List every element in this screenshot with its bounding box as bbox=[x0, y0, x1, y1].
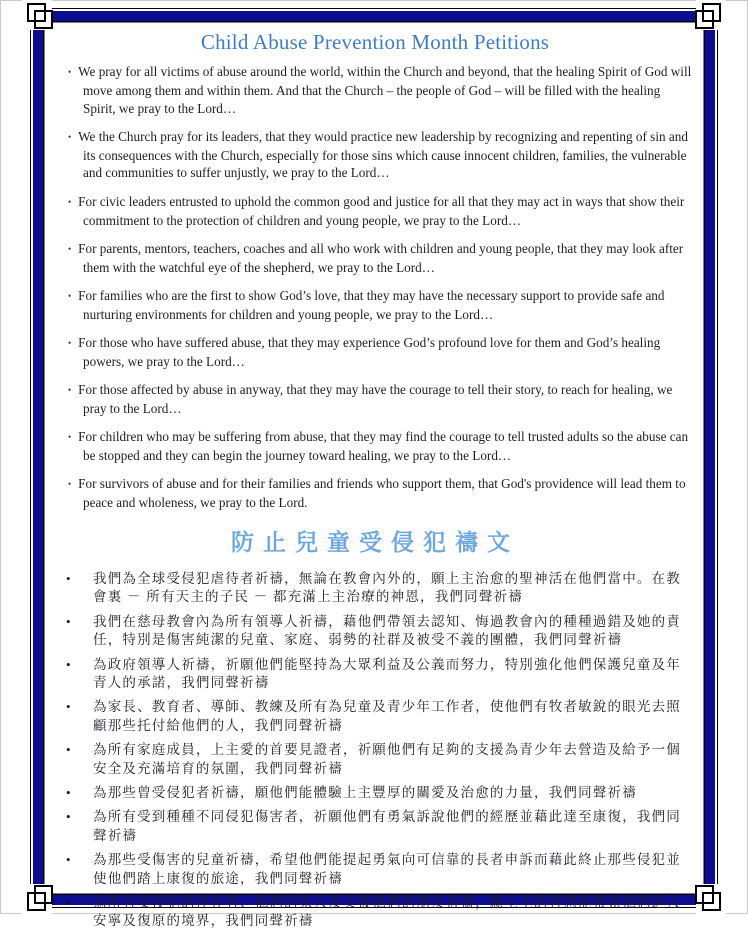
petition-item-en bbox=[56, 428, 694, 465]
bullet-icon: • bbox=[68, 243, 72, 254]
english-petitions-list bbox=[56, 63, 694, 512]
petition-text: 為那些受傷害的兒童祈禱，希望他們能提起勇氣向可信靠的長者申訴而藉此終止那些侵犯並使他們踏上康復的旅途，我們同聲祈禱 bbox=[93, 852, 681, 886]
petition-item-en bbox=[56, 193, 694, 230]
petition-item-zh bbox=[56, 698, 694, 735]
petition-item-zh bbox=[56, 570, 694, 607]
english-section-title: Child Abuse Prevention Month Petitions bbox=[200, 30, 550, 54]
petition-text: For families who are the first to show God’s love, that they may have the necessary support to provide safe and nurturing environments for children and young people, we pray to the Lord… bbox=[78, 287, 665, 322]
petition-item-en bbox=[56, 240, 694, 277]
petition-item-en bbox=[56, 475, 694, 512]
petition-item-en bbox=[56, 381, 694, 418]
chinese-petitions-list bbox=[56, 570, 694, 931]
document-content bbox=[56, 30, 694, 929]
bullet-icon: • bbox=[66, 809, 71, 825]
petition-text: For civic leaders entrusted to uphold the common good and justice for all that they may act in ways that show their commitment to the protection of children and young people, we pray to the Lord… bbox=[78, 193, 685, 228]
bullet-icon: • bbox=[66, 613, 71, 629]
petition-text: We the Church pray for its leaders, that they would practice new leadership by recognizing and repenting of sin and its consequences with the Church, especially for those sins which cause innocent children, families, the vulnerable and communities to suffer unjustly, we pray to the Lord… bbox=[78, 128, 688, 181]
petition-item-en bbox=[56, 334, 694, 371]
bullet-icon: • bbox=[66, 742, 71, 758]
petition-text: We pray for all victims of abuse around the world, within the Church and beyond, that the healing Spirit of God will move among them and within them. And that the Church – the people of God – will be filled with the healing Spirit, we pray to the Lord… bbox=[78, 64, 692, 116]
chinese-section-title: 防止兒童受侵犯禱文 bbox=[231, 529, 519, 555]
bullet-icon: • bbox=[68, 432, 72, 443]
bullet-icon: • bbox=[66, 570, 71, 586]
bullet-icon: • bbox=[68, 196, 72, 207]
petition-text: 我們在慈母教會內為所有領導人祈禱，藉他們帶領去認知、悔過教會內的種種過錯及她的責任，特別是傷害純潔的兒童、家庭、弱勢的社群及被受不義的團體，我們同聲祈禱 bbox=[93, 613, 681, 648]
petition-text: 為政府領導人祈禱，祈願他們能堅持為大眾利益及公義而努力，特別強化他們保護兒童及年青人的承諾，我們同聲祈禱 bbox=[93, 656, 681, 690]
petition-text: For parents, mentors, teachers, coaches and all who work with children and young people, that they may look after them with the watchful eye of the shepherd, we pray to the Lord… bbox=[78, 240, 684, 275]
petition-item-zh bbox=[56, 656, 694, 693]
bullet-icon: • bbox=[66, 699, 71, 715]
bullet-icon: • bbox=[66, 852, 71, 868]
bullet-icon: • bbox=[68, 385, 72, 396]
petition-item-zh bbox=[56, 741, 694, 778]
petition-text: For survivors of abuse and for their families and friends who support them, that God's providence will lead them to peace and wholeness, we pray to the Lord. bbox=[78, 476, 686, 511]
petition-text: 我們為全球受侵犯虐待者祈禱，無論在教會內外的，願上主治愈的聖神活在他們當中。在教會裏 － 所有天主的子民 － 都充滿上主治療的神恩，我們同聲祈禱 bbox=[93, 570, 681, 605]
petition-item-zh bbox=[56, 894, 694, 931]
petition-text: 為所有受到種種不同侵犯傷害者，祈願他們有勇氣訴說他們的經歷並藉此達至康復，我們同聲祈禱 bbox=[93, 809, 681, 843]
petition-item-zh bbox=[56, 851, 694, 888]
bullet-icon: • bbox=[68, 479, 72, 490]
petition-item-en bbox=[56, 287, 694, 324]
bullet-icon: • bbox=[68, 131, 72, 142]
petition-text: For those who have suffered abuse, that they may experience God’s profound love for them and God’s healing powers, we pray to the Lord… bbox=[78, 335, 661, 369]
bullet-icon: • bbox=[68, 338, 72, 349]
bullet-icon: • bbox=[66, 895, 71, 911]
petition-text: 為所有家庭成員，上主愛的首要見證者，祈願他們有足夠的支援為青少年去營造及給予一個安全及充滿培育的氛圍，我們同聲祈禱 bbox=[93, 742, 681, 776]
petition-item-zh bbox=[56, 808, 694, 845]
petition-text: 為家長、教育者、導師、教練及所有為兒童及青少年工作者，使他們有牧者敏銳的眼光去照顧那些托付給他們的人，我們同聲祈禱 bbox=[93, 699, 681, 733]
bullet-icon: • bbox=[66, 785, 71, 800]
petition-item-zh bbox=[56, 613, 694, 650]
petition-text: 為所有受侵犯的倖存者、他們的家人及支援他們的朋友祈禱，願上主的智慧能帶領他們進入安寧及復原的境界，我們同聲祈禱 bbox=[93, 895, 681, 929]
petition-text: For those affected by abuse in anyway, that they may have the courage to tell their story, to reach for healing, we pray to the Lord… bbox=[78, 382, 673, 416]
petition-text: For children who may be suffering from abuse, that they may find the courage to tell trusted adults so the abuse can be stopped and they can begin the journey toward healing, we pray to the Lord… bbox=[78, 429, 689, 464]
petition-item-en bbox=[56, 128, 694, 182]
bullet-icon: • bbox=[66, 656, 71, 672]
bullet-icon: • bbox=[68, 67, 72, 77]
petition-item-en bbox=[56, 63, 694, 117]
petition-item-zh bbox=[56, 784, 694, 802]
bullet-icon: • bbox=[68, 290, 72, 301]
petition-text: 為那些曾受侵犯者祈禱，願他們能體驗上主豐厚的關愛及治愈的力量，我們同聲祈禱 bbox=[93, 785, 637, 800]
